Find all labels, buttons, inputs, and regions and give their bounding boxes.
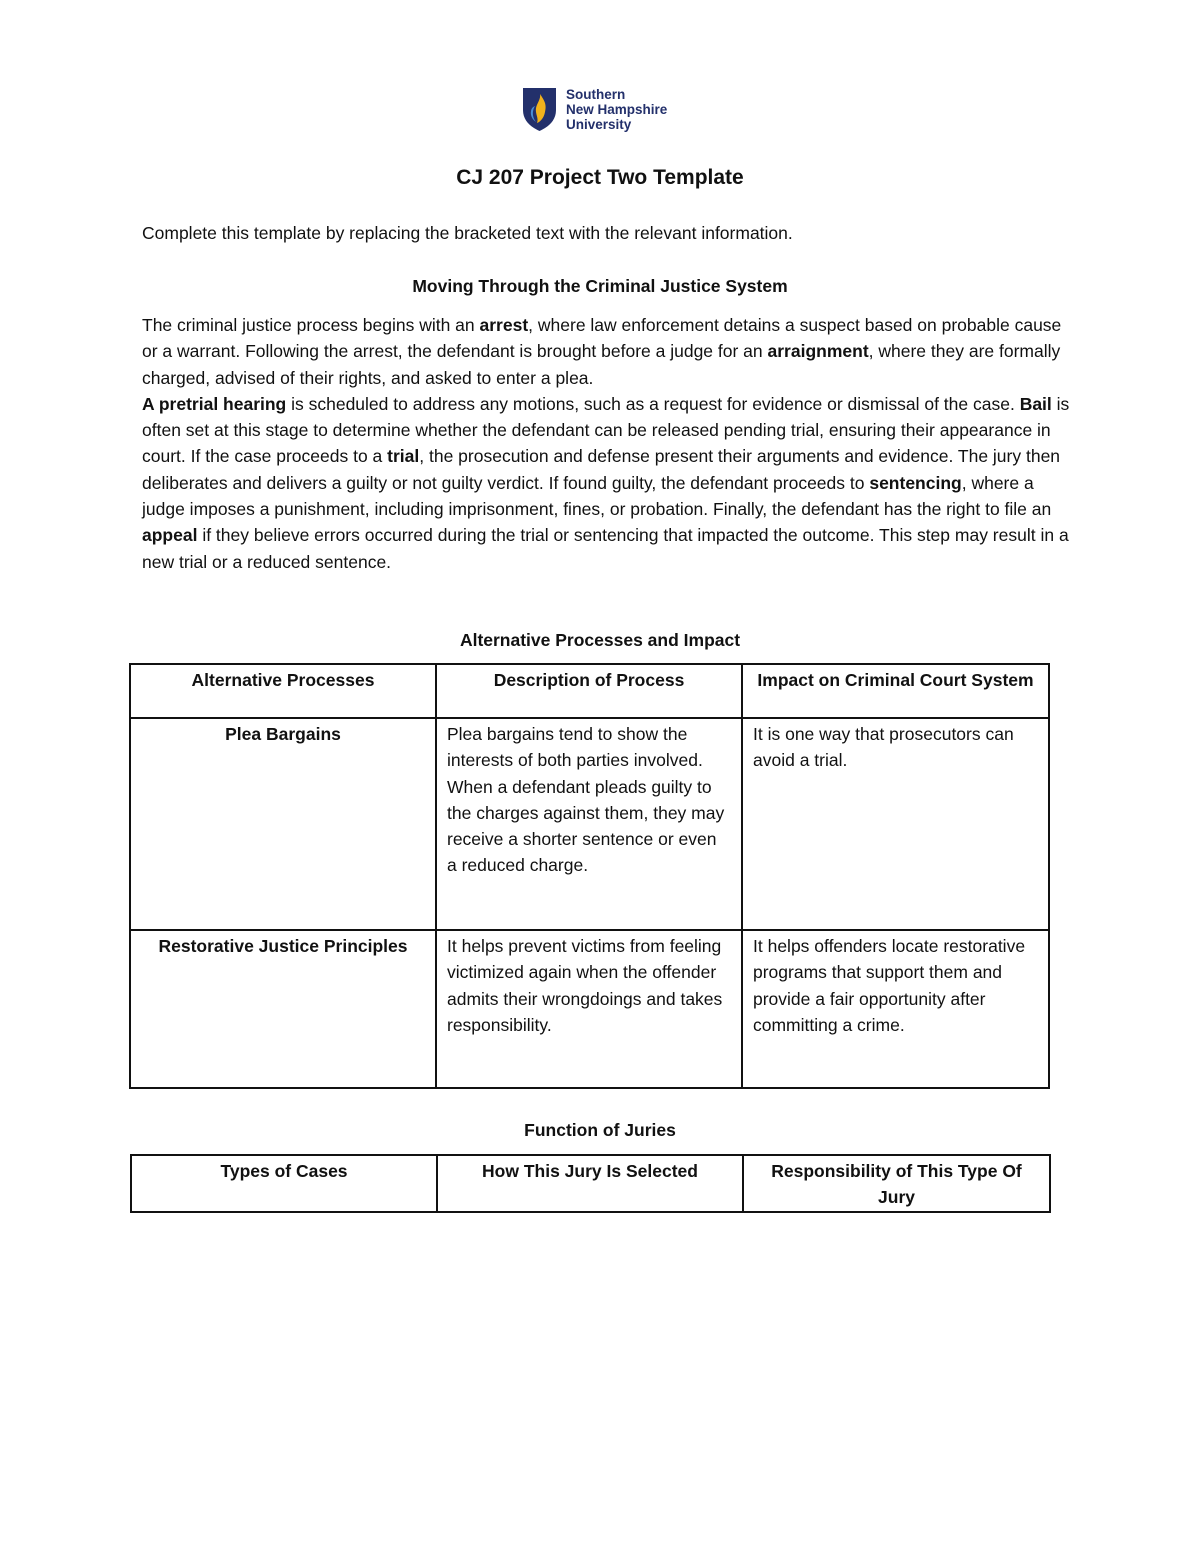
- column-header: How This Jury Is Selected: [437, 1155, 743, 1212]
- criminal-justice-paragraph: [142, 312, 1072, 575]
- para-text-3: , where they are formally charged, advised of their rights, and asked to enter a plea.: [142, 341, 1061, 388]
- para-text-5: is often set at this stage to determine whether the defendant can be released pending trial, ensuring their appearance in court. If the case proceeds to a: [142, 393, 1070, 467]
- process-name-cell: Plea Bargains: [130, 718, 436, 930]
- impact-cell: It is one way that prosecutors can avoid a trial.: [742, 718, 1049, 930]
- para-text-1: The criminal justice process begins with an: [142, 315, 480, 335]
- para-text-8: if they believe errors occurred during the trial or sentencing that impacted the outcome. This step may result in a new trial or a reduced sentence.: [142, 525, 1069, 572]
- term-arraignment: arraignment: [767, 341, 869, 362]
- column-header: Responsibility of This Type Of Jury: [743, 1155, 1050, 1212]
- document-title: CJ 207 Project Two Template: [456, 166, 744, 189]
- table-row: [130, 718, 1049, 930]
- intro-instructions: Complete this template by replacing the bracketed text with the relevant information.: [142, 223, 793, 243]
- term-arrest: arrest: [479, 315, 529, 335]
- shield-flame-icon: [521, 86, 558, 132]
- description-cell: It helps prevent victims from feeling victimized again when the offender admits their wrongdoings and takes responsibility.: [436, 930, 742, 1088]
- process-name-cell: Restorative Justice Principles: [130, 930, 436, 1088]
- function-of-juries-table: [130, 1154, 1051, 1213]
- column-header: Impact on Criminal Court System: [742, 664, 1049, 718]
- term-trial: trial: [387, 446, 420, 467]
- description-cell: Plea bargains tend to show the interests of both parties involved. When a defendant pleads guilty to the charges against them, they may receive a shorter sentence or even a reduced charge.: [436, 718, 742, 930]
- logo-line-3: University: [566, 116, 632, 132]
- para-text-7: , where a judge imposes a punishment, including imprisonment, fines, or probation. Finally, the defendant has the right to file an: [142, 472, 1052, 520]
- table-header-row: [130, 664, 1049, 718]
- logo-wordmark: [566, 87, 667, 132]
- para-text-4: is scheduled to address any motions, such as a request for evidence or dismissal of the case.: [286, 393, 1020, 414]
- column-header: Alternative Processes: [130, 664, 436, 718]
- term-appeal: appeal: [142, 525, 198, 546]
- logo-line-1: Southern: [566, 86, 626, 102]
- column-header: Types of Cases: [131, 1155, 437, 1212]
- logo-line-2: New Hampshire: [566, 101, 668, 117]
- section-heading-function-of-juries: Function of Juries: [524, 1120, 676, 1140]
- term-pretrial-hearing: A pretrial hearing: [142, 393, 287, 414]
- para-text-2: , where law enforcement detains a suspect based on probable cause or a warrant. Following the arrest, the defendant is brought before a judge for an: [142, 315, 1062, 362]
- para-text-6: , the prosecution and defense present their arguments and evidence. The jury then deliberates and delivers a guilty or not guilty verdict. If found guilty, the defendant proceeds to: [142, 446, 1061, 493]
- section-heading-alternative-processes: Alternative Processes and Impact: [459, 630, 741, 650]
- section-heading-criminal-justice: Moving Through the Criminal Justice System: [412, 276, 788, 296]
- alternative-processes-table: [129, 663, 1050, 1089]
- column-header: Description of Process: [436, 664, 742, 718]
- table-header-row: [131, 1155, 1050, 1212]
- university-logo: [521, 84, 721, 134]
- impact-cell: It helps offenders locate restorative programs that support them and provide a fair opportunity after committing a crime.: [742, 930, 1049, 1088]
- table-row: [130, 930, 1049, 1088]
- term-sentencing: sentencing: [869, 472, 962, 493]
- term-bail: Bail: [1019, 393, 1052, 414]
